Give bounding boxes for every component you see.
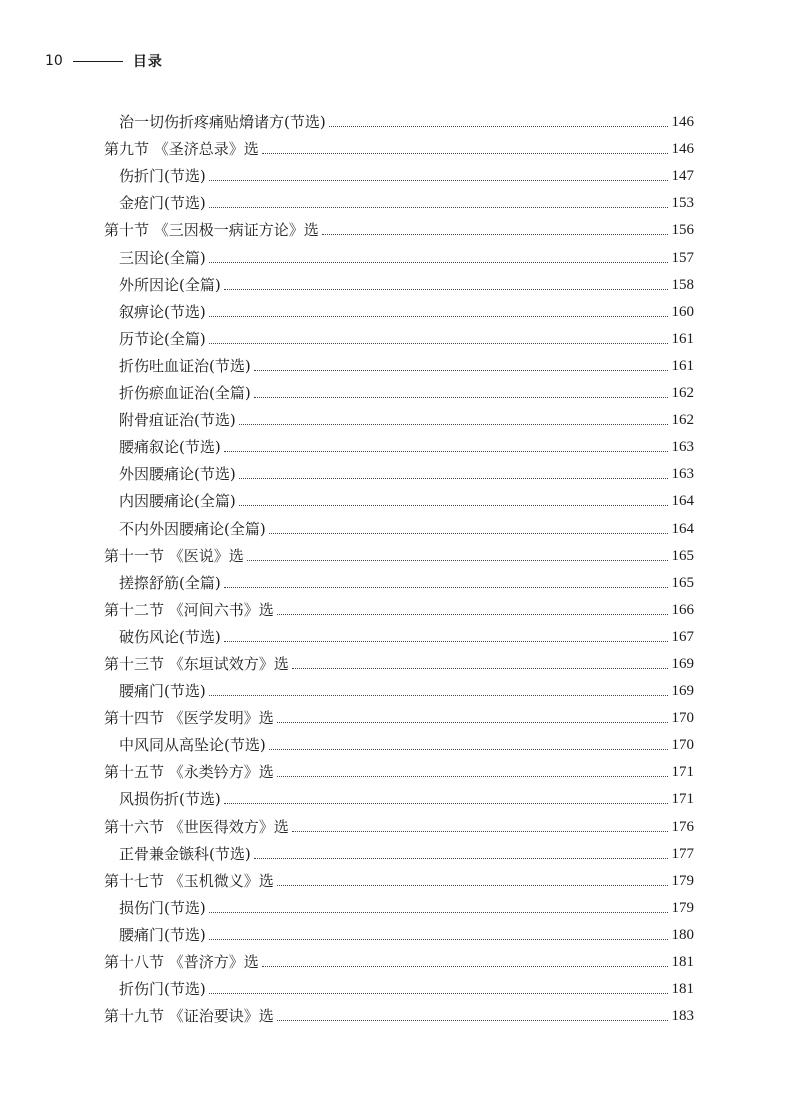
toc-entry-label: 折伤吐血证治(节选) [119,356,251,375]
toc-entry-label: 历节论(全篇) [119,329,206,348]
toc-entry-label: 三因论(全篇) [119,248,206,267]
toc-entry-page: 166 [671,601,694,618]
dot-leader [269,749,668,750]
toc-entry-label: 伤折门(节选) [119,167,206,186]
dot-leader [209,262,668,263]
toc-entry-label: 腰痛门(节选) [119,682,206,701]
toc-entry-page: 181 [671,954,694,970]
toc-entry-page: 147 [671,168,694,185]
toc-section-entry[interactable] [104,947,694,974]
toc-entry-label: 第十一节 《医说》选 [104,546,244,565]
toc-subentry[interactable] [104,486,694,513]
toc-entry-label: 第十七节 《玉机微义》选 [104,871,274,890]
toc-subentry[interactable] [104,893,694,920]
toc-entry-page: 179 [671,872,694,889]
toc-entry-label: 第十二节 《河间六书》选 [104,600,274,619]
toc-section-entry[interactable] [104,215,694,242]
toc-section-entry[interactable] [104,134,694,161]
page-number: 10 [45,53,63,69]
toc-subentry[interactable] [104,730,694,757]
toc-section-entry[interactable] [104,1001,694,1028]
toc-subentry[interactable] [104,405,694,432]
dot-leader [269,533,668,534]
toc-subentry[interactable] [104,676,694,703]
toc-entry-label: 中风同从高坠论(节选) [119,736,266,755]
toc-entry-label: 附骨疽证治(节选) [119,411,236,430]
toc-section-entry[interactable] [104,757,694,784]
toc-entry-label: 第十节 《三因极一病证方论》选 [104,221,319,240]
dot-leader [209,180,668,181]
toc-section-entry[interactable] [104,649,694,676]
dot-leader [239,424,668,425]
dot-leader [254,370,668,371]
toc-section-entry[interactable] [104,866,694,893]
toc-subentry[interactable] [104,568,694,595]
toc-entry-label: 腰痛叙论(节选) [119,438,221,457]
dot-leader [277,776,668,777]
toc-entry-label: 治一切伤折疼痛贴熁诸方(节选) [119,113,326,132]
toc-entry-page: 153 [671,195,694,212]
toc-section-entry[interactable] [104,595,694,622]
dot-leader [209,343,668,344]
toc-subentry[interactable] [104,784,694,811]
dot-leader [209,939,668,940]
dot-leader [254,858,668,859]
toc-entry-label: 损伤门(节选) [119,898,206,917]
toc-subentry[interactable] [104,351,694,378]
dot-leader [292,831,668,832]
dot-leader [209,207,668,208]
dot-leader [254,397,668,398]
toc-entry-label: 不内外因腰痛论(全篇) [119,519,266,538]
toc-entry-page: 179 [671,899,694,916]
toc-entry-page: 163 [671,466,694,483]
dot-leader [292,668,668,669]
toc-subentry[interactable] [104,270,694,297]
toc-entry-label: 破伤风论(节选) [119,627,221,646]
toc-entry-label: 折伤门(节选) [119,980,206,999]
toc-subentry[interactable] [104,378,694,405]
toc-entry-page: 160 [671,303,694,320]
dot-leader [247,560,668,561]
toc-entry-page: 161 [671,357,694,374]
toc-entry-page: 161 [671,330,694,347]
toc-entry-page: 164 [671,520,694,537]
toc-section-entry[interactable] [104,541,694,568]
toc-subentry[interactable] [104,188,694,215]
toc-entry-page: 162 [671,412,694,429]
toc-entry-page: 156 [671,222,694,239]
toc-subentry[interactable] [104,920,694,947]
dot-leader [262,153,668,154]
dot-leader [224,641,668,642]
toc-subentry[interactable] [104,242,694,269]
toc-entry-label: 金疮门(节选) [119,194,206,213]
toc-entry-label: 风损伤折(节选) [119,790,221,809]
toc-entry-page: 181 [671,981,694,998]
toc-entry-label: 折伤瘀血证治(全篇) [119,384,251,403]
toc-subentry[interactable] [104,513,694,540]
toc-subentry[interactable] [104,297,694,324]
toc-entry-label: 搓摖舒筋(全篇) [119,573,221,592]
toc-entry-label: 外所因论(全篇) [119,275,221,294]
toc-subentry[interactable] [104,107,694,134]
toc-entry-page: 157 [671,249,694,266]
dot-leader [209,316,668,317]
header-title: 目录 [132,54,163,70]
toc-entry-label: 正骨兼金镞科(节选) [119,844,251,863]
toc-entry-page: 171 [671,764,694,781]
toc-entry-page: 177 [671,845,694,862]
toc-entry-label: 第十三节 《东垣试效方》选 [104,654,289,673]
dot-leader [277,885,668,886]
table-of-contents [104,107,694,1028]
toc-entry-page: 163 [671,439,694,456]
dot-leader [224,289,668,290]
toc-subentry[interactable] [104,161,694,188]
toc-entry-page: 165 [671,574,694,591]
toc-entry-page: 180 [671,926,694,943]
dot-leader [277,1020,668,1021]
toc-entry-page: 158 [671,276,694,293]
toc-entry-page: 146 [671,114,694,131]
toc-entry-label: 叙痹论(节选) [119,302,206,321]
toc-entry-page: 176 [671,818,694,835]
dot-leader [239,478,668,479]
toc-entry-page: 169 [671,683,694,700]
toc-entry-page: 170 [671,710,694,727]
toc-entry-label: 第十四节 《医学发明》选 [104,709,274,728]
toc-subentry[interactable] [104,324,694,351]
toc-entry-page: 162 [671,385,694,402]
dot-leader [277,722,668,723]
dot-leader [277,614,668,615]
toc-entry-page: 169 [671,655,694,672]
toc-entry-label: 第十九节 《证治要诀》选 [104,1007,274,1026]
running-header [45,50,163,72]
toc-section-entry[interactable] [104,811,694,838]
toc-entry-label: 第十五节 《永类钤方》选 [104,763,274,782]
dot-leader [224,451,668,452]
toc-subentry[interactable] [104,622,694,649]
toc-entry-label: 腰痛门(节选) [119,925,206,944]
toc-subentry[interactable] [104,459,694,486]
dot-leader [224,803,668,804]
toc-entry-label: 外因腰痛论(节选) [119,465,236,484]
toc-subentry[interactable] [104,839,694,866]
dot-leader [329,126,668,127]
toc-subentry[interactable] [104,974,694,1001]
dot-leader [239,505,668,506]
toc-entry-page: 183 [671,1008,694,1025]
dot-leader [209,993,668,994]
header-rule [73,61,123,62]
toc-section-entry[interactable] [104,703,694,730]
toc-entry-page: 171 [671,791,694,808]
toc-entry-label: 第十六节 《世医得效方》选 [104,817,289,836]
dot-leader [209,912,668,913]
toc-entry-page: 165 [671,547,694,564]
toc-entry-page: 146 [671,141,694,158]
toc-entry-label: 第十八节 《普济方》选 [104,953,259,971]
toc-entry-label: 内因腰痛论(全篇) [119,492,236,511]
dot-leader [262,966,668,967]
toc-entry-page: 164 [671,493,694,510]
toc-entry-page: 167 [671,628,694,645]
dot-leader [209,695,668,696]
toc-entry-label: 第九节 《圣济总录》选 [104,140,259,159]
dot-leader [322,234,668,235]
toc-entry-page: 170 [671,737,694,754]
toc-subentry[interactable] [104,432,694,459]
dot-leader [224,587,668,588]
